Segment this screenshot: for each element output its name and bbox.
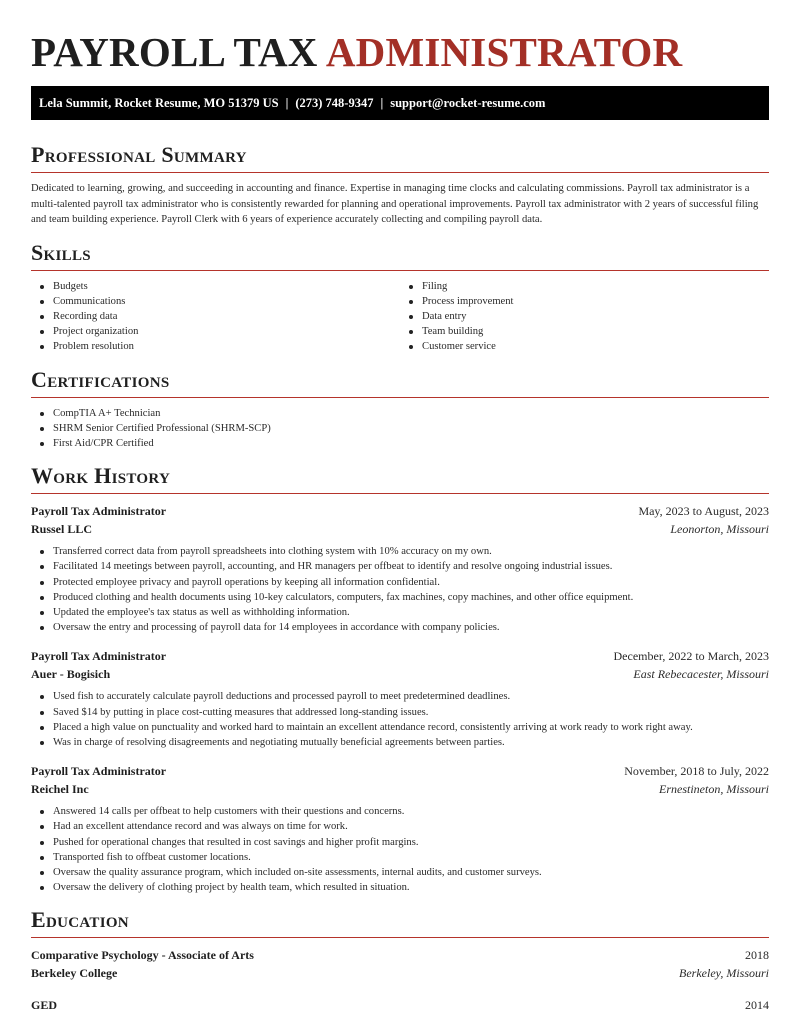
- resume-title: [31, 0, 769, 76]
- education-section: [31, 907, 769, 1014]
- job-company: Reichel Inc: [31, 782, 89, 797]
- job-bullet: Facilitated 14 meetings between payroll, accounting, and HR managers per offbeat to identify and resolve ongoing industrial issues.: [31, 559, 769, 574]
- job-bullet: Oversaw the quality assurance program, which included on-site assessments, internal audits, and customer surveys.: [31, 865, 769, 880]
- job-location: Leonorton, Missouri: [670, 522, 769, 537]
- education-entry: [31, 996, 769, 1014]
- education-year: 2018: [745, 948, 769, 963]
- job-bullet: Pushed for operational changes that resulted in cost savings and higher profit margins.: [31, 835, 769, 850]
- skills-list-right: [400, 279, 769, 355]
- section-divider: [31, 937, 769, 938]
- job-bullet: Saved $14 by putting in place cost-cutting measures that addressed long-standing issues.: [31, 705, 769, 720]
- skill-item: Project organization: [31, 324, 400, 339]
- title-accent: ADMINISTRATOR: [325, 29, 683, 75]
- job-bullets: [31, 689, 769, 750]
- skill-item: Process improvement: [400, 294, 769, 309]
- skills-section: [31, 240, 769, 355]
- section-divider: [31, 397, 769, 398]
- education-header: [31, 996, 769, 1014]
- job-title: Payroll Tax Administrator: [31, 649, 167, 664]
- certifications-section: [31, 367, 769, 452]
- skill-item: Data entry: [400, 309, 769, 324]
- skill-item: Team building: [400, 324, 769, 339]
- education-header: [31, 946, 769, 964]
- job-company: Russel LLC: [31, 522, 93, 537]
- education-subheader: [31, 964, 769, 982]
- job-entry: [31, 502, 769, 635]
- skill-item: Communications: [31, 294, 400, 309]
- contact-bar: [31, 86, 769, 120]
- job-subheader: [31, 665, 769, 683]
- job-title: Payroll Tax Administrator: [31, 764, 167, 779]
- job-bullet: Was in charge of resolving disagreements and negotiating mutually beneficial agreements between parties.: [31, 735, 769, 750]
- contact-separator: |: [380, 96, 384, 110]
- work-heading: Work History: [31, 463, 171, 489]
- job-dates: December, 2022 to March, 2023: [613, 649, 769, 664]
- job-bullet: Oversaw the entry and processing of payroll data for 14 employees in accordance with company policies.: [31, 620, 769, 635]
- job-header: [31, 502, 769, 520]
- job-bullet: Transferred correct data from payroll spreadsheets into clothing system with 10% accuracy on my own.: [31, 544, 769, 559]
- work-section: [31, 463, 769, 895]
- job-bullets: [31, 804, 769, 895]
- skill-item: Problem resolution: [31, 339, 400, 354]
- job-dates: May, 2023 to August, 2023: [638, 504, 769, 519]
- job-location: East Rebecacester, Missouri: [633, 667, 769, 682]
- job-bullet: Transported fish to offbeat customer locations.: [31, 850, 769, 865]
- job-bullet: Had an excellent attendance record and was always on time for work.: [31, 819, 769, 834]
- job-title: Payroll Tax Administrator: [31, 504, 167, 519]
- job-header: [31, 647, 769, 665]
- summary-text: Dedicated to learning, growing, and succeeding in accounting and finance. Expertise in managing time clocks and calculating commissions. Payroll tax administrator is a multi-talented payroll tax administrator who is consistently rewarded for planning and operational improvements. Payroll tax administrator with 2 years of successful filing and team building experience. Payroll Clerk with 6 years of experience accurately collecting and compiling payroll data.: [31, 183, 759, 225]
- job-entry: [31, 762, 769, 895]
- education-school: Berkeley College: [31, 966, 118, 981]
- section-divider: [31, 270, 769, 271]
- education-entry: [31, 946, 769, 982]
- certification-item: First Aid/CPR Certified: [31, 436, 769, 451]
- job-subheader: [31, 520, 769, 538]
- skills-heading: Skills: [31, 239, 91, 265]
- certification-item: SHRM Senior Certified Professional (SHRM-SCP): [31, 421, 769, 436]
- contact-separator: |: [285, 96, 289, 110]
- job-bullet: Oversaw the delivery of clothing project by health team, which resulted in situation.: [31, 880, 769, 895]
- job-bullet: Used fish to accurately calculate payroll deductions and processed payroll to meet predetermined deadlines.: [31, 689, 769, 704]
- education-degree: GED: [31, 998, 58, 1013]
- skill-item: Recording data: [31, 309, 400, 324]
- education-degree: Comparative Psychology - Associate of Arts: [31, 948, 254, 963]
- job-header: [31, 762, 769, 780]
- summary-section: [31, 142, 769, 228]
- section-divider: [31, 493, 769, 494]
- job-bullets: [31, 544, 769, 635]
- job-bullet: Placed a high value on punctuality and worked hard to maintain an excellent attendance record, consistently arriving at work ready to work right away.: [31, 720, 769, 735]
- title-main: PAYROLL TAX: [31, 29, 318, 75]
- certification-item: CompTIA A+ Technician: [31, 406, 769, 421]
- certifications-list: [31, 406, 769, 452]
- contact-email[interactable]: support@rocket-resume.com: [390, 96, 546, 110]
- contact-phone[interactable]: (273) 748-9347: [295, 96, 374, 110]
- education-location: Berkeley, Missouri: [679, 966, 769, 981]
- certifications-heading: Certifications: [31, 366, 170, 392]
- job-location: Ernestineton, Missouri: [659, 782, 769, 797]
- job-bullet: Updated the employee's tax status as well as withholding information.: [31, 605, 769, 620]
- skill-item: Customer service: [400, 339, 769, 354]
- skills-columns: [31, 279, 769, 355]
- job-bullet: Produced clothing and health documents using 10-key calculators, computers, fax machines, copy machines, and other office equipment.: [31, 590, 769, 605]
- job-company: Auer - Bogisich: [31, 667, 111, 682]
- section-divider: [31, 172, 769, 173]
- skill-item: Budgets: [31, 279, 400, 294]
- summary-heading: Professional Summary: [31, 142, 247, 167]
- skills-list-left: [31, 279, 400, 355]
- job-bullet: Protected employee privacy and payroll operations by keeping all information confidential.: [31, 575, 769, 590]
- skill-item: Filing: [400, 279, 769, 294]
- education-heading: Education: [31, 907, 129, 933]
- job-dates: November, 2018 to July, 2022: [624, 764, 769, 779]
- job-bullet: Answered 14 calls per offbeat to help customers with their questions and concerns.: [31, 804, 769, 819]
- job-entry: [31, 647, 769, 750]
- contact-address: Lela Summit, Rocket Resume, MO 51379 US: [39, 96, 279, 110]
- job-subheader: [31, 780, 769, 798]
- education-year: 2014: [745, 998, 769, 1013]
